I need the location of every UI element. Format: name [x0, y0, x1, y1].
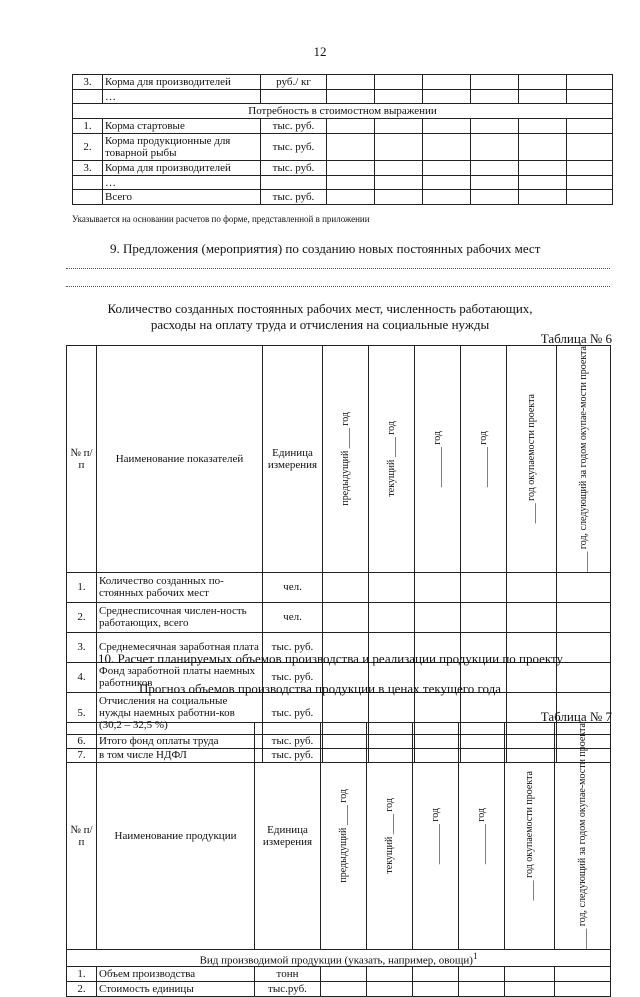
fill-line: [66, 286, 610, 287]
row-unit: тыс. руб.: [261, 119, 327, 134]
header-year-payback: ____ год окупаемости проекта: [526, 394, 537, 524]
table-row: [73, 176, 613, 190]
header-year-after-payback: ____ год, следующий за годом окупае-мости проекта: [577, 723, 588, 949]
header-year-4: ________ год: [476, 807, 487, 864]
header-year-payback: ____ год окупаемости проекта: [524, 771, 535, 901]
header-name: Наименование продукции: [97, 723, 255, 950]
table-row: [73, 75, 613, 90]
table-row: 2. Стоимость единицы тыс.руб.: [67, 982, 611, 997]
row-name: Итого фонд оплаты труда: [97, 734, 263, 748]
table7-subtitle: Прогноз объемов производства продукции в ценах текущего года: [138, 681, 502, 696]
fill-line: [66, 268, 610, 269]
table-row: 7. в том числе НДФЛ тыс. руб.: [67, 748, 611, 762]
table7-label: Таблица № 7: [540, 709, 612, 724]
header-year-current: текущий ____ год: [384, 798, 395, 874]
row-unit: тыс. руб.: [261, 134, 327, 161]
header-year-prev: предыдущий ____ год: [340, 412, 351, 506]
row-name: …: [103, 90, 261, 104]
row-unit: тыс. руб.: [261, 190, 327, 205]
table-row: 1. Количество созданных по-стоянных рабочих мест чел.: [67, 572, 611, 602]
header-unit: Единица измерения: [263, 346, 323, 573]
table-7: [66, 722, 611, 997]
table-row: 3. Корма для производителей тыс. руб.: [73, 161, 613, 176]
table-header-row: [67, 723, 611, 950]
row-name: Фонд заработной платы наемных работников: [97, 662, 263, 692]
table-section-row: [67, 949, 611, 967]
table-header-row: [67, 346, 611, 573]
table-row: 2. Корма продукционные для товарной рыбы тыс. руб.: [73, 134, 613, 161]
header-year-after-payback: ____ год, следующий за годом окупае-мости проекта: [578, 346, 589, 572]
row-name: Всего: [103, 190, 261, 205]
table-6: [66, 345, 611, 763]
table-row: 4. Фонд заработной платы наемных работников тыс. руб.: [67, 662, 611, 692]
header-year-3: ________ год: [430, 807, 441, 864]
table-row: [73, 90, 613, 104]
row-name: Количество созданных по-стоянных рабочих мест: [97, 572, 263, 602]
header-num: № п/п: [67, 723, 97, 950]
row-unit: тонн: [255, 967, 321, 982]
row-name: Среднемесячная заработная плата: [97, 632, 263, 662]
table6-title-line2: расходы на оплату труда и отчисления на социальные нужды: [150, 317, 490, 332]
row-unit: тыс. руб.: [261, 161, 327, 176]
footnote: Указывается на основании расчетов по форме, представленной в приложении: [72, 214, 370, 224]
row-name: Корма стартовые: [103, 119, 261, 134]
row-name: Среднесписочная числен-ность работающих, всего: [97, 602, 263, 632]
table-row: 1. Корма стартовые тыс. руб.: [73, 119, 613, 134]
header-num: № п/п: [67, 346, 97, 573]
row-unit: руб./ кг: [261, 75, 327, 90]
row-name: …: [103, 176, 261, 190]
table-section-row: [73, 104, 613, 119]
row-unit: тыс. руб.: [263, 734, 323, 748]
header-unit: Единица измерения: [255, 723, 321, 950]
row-name: Отчисления на социальные нужды наемных работни-ков (30,2 – 32,5 %): [97, 692, 263, 734]
row-number: 3.: [73, 75, 103, 90]
row-unit: чел.: [263, 572, 323, 602]
footnote-marker: 1: [472, 950, 478, 961]
row-unit: тыс.руб.: [255, 982, 321, 997]
row-unit: чел.: [263, 602, 323, 632]
row-name: в том числе НДФЛ: [97, 748, 263, 762]
table-row: 3. Среднемесячная заработная плата тыс. руб.: [67, 632, 611, 662]
page-number: 12: [313, 44, 327, 59]
row-name: Корма продукционные для товарной рыбы: [103, 134, 261, 161]
row-unit: тыс. руб.: [263, 662, 323, 692]
table-row: 5. Отчисления на социальные нужды наемных работни-ков (30,2 – 32,5 %) тыс. руб.: [67, 692, 611, 734]
product-type-row: Вид производимой продукции (указать, например, овощи)$^1$: [67, 949, 611, 967]
header-name: Наименование показателей: [97, 346, 263, 573]
table-row: 1. Объем производства тонн: [67, 967, 611, 982]
header-year-4: ________ год: [478, 430, 489, 487]
table-row: 2. Среднесписочная числен-ность работающих, всего чел.: [67, 602, 611, 632]
table6-title-line1: Количество созданных постоянных рабочих мест, численность работающих,: [107, 301, 533, 316]
header-year-current: текущий ____ год: [386, 421, 397, 497]
row-name: Корма для производителей: [103, 75, 261, 90]
table6-label: Таблица № 6: [540, 331, 612, 346]
row-name: Корма для производителей: [103, 161, 261, 176]
row-name: Объем производства: [97, 967, 255, 982]
header-year-prev: предыдущий ____ год: [338, 789, 349, 883]
row-unit: тыс. руб.: [263, 748, 323, 762]
section-header: Потребность в стоимостном выражении: [73, 104, 613, 119]
table-row: [73, 190, 613, 205]
feed-requirements-table: [72, 74, 613, 205]
row-name: Стоимость единицы: [97, 982, 255, 997]
section-9-heading: 9. Предложения (мероприятия) по созданию новых постоянных рабочих мест: [110, 241, 541, 256]
header-year-3: ________ год: [432, 430, 443, 487]
row-unit: тыс. руб.: [263, 692, 323, 734]
row-unit: тыс. руб.: [263, 632, 323, 662]
section-10-heading: 10. Расчет планируемых объемов производства и реализации продукции по проекту: [98, 651, 564, 666]
table-row: 6. Итого фонд оплаты труда тыс. руб.: [67, 734, 611, 748]
